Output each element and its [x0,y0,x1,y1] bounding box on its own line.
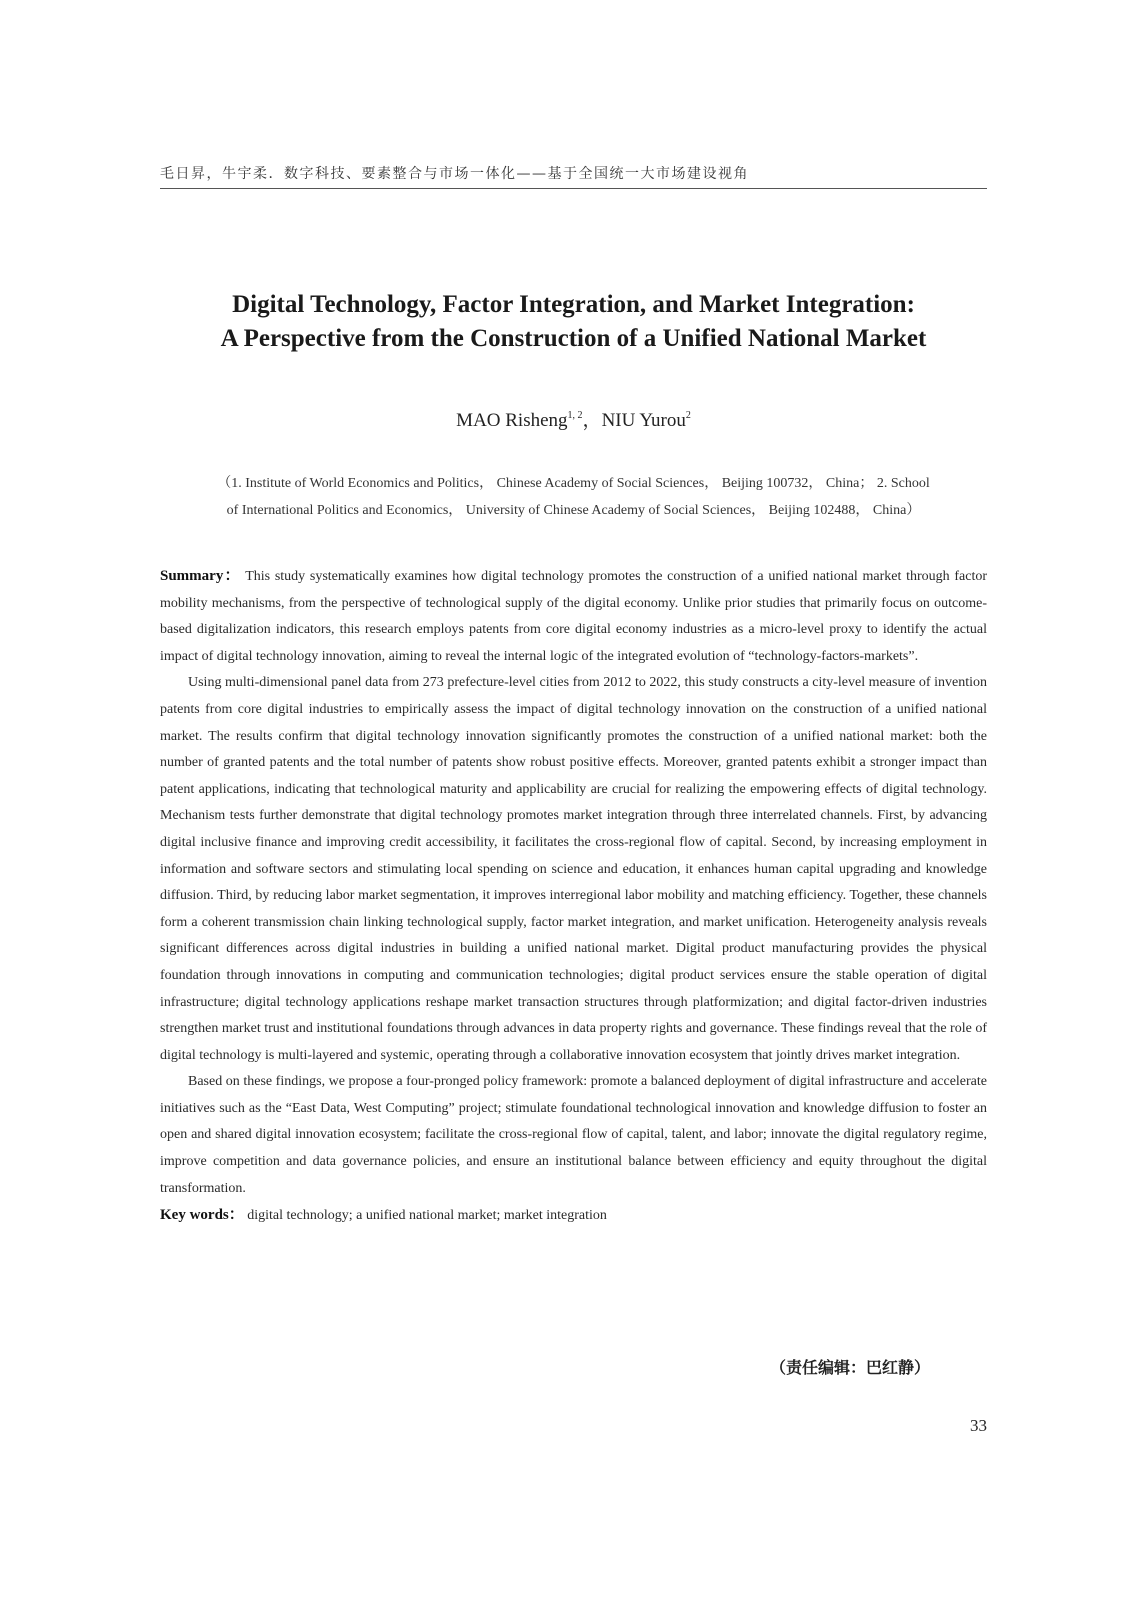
title-line-1: Digital Technology, Factor Integration, and Market Integration: [232,291,915,318]
page-number: 33 [970,1416,987,1435]
keywords-label: Key words： [160,1207,244,1224]
author-separator: ， [582,410,602,431]
authors [160,405,987,432]
summary-paragraph-3: Based on these findings, we propose a four-pronged policy framework: promote a balanced deployment of digital infrastructure and accelerate initiatives such as the “East Data, West Computing” project; stimulate foundational technological innovation and knowledge diffusion to foster an open and shared digital innovation ecosystem; facilitate the cross-regional flow of capital, talent, and labor; innovate the digital regulatory regime, improve competition and data governance policies, and ensure an institutional balance between efficiency and equity throughout the digital transformation. [160,1074,987,1196]
keywords-text: digital technology; a unified national market; market integration [247,1208,607,1224]
author-2-affil-marks: 2 [685,410,691,421]
abstract [160,563,987,1230]
author-1-affil-marks: 1, 2 [567,410,583,421]
summary-label: Summary： [160,568,241,584]
summary-paragraph-1 [160,563,987,670]
affiliation-line-1: （1. Institute of World Economics and Politics， Chinese Academy of Social Sciences， Beijing 100732， China； 2. School [217,476,930,491]
keywords [160,1202,987,1230]
author-2: NIU Yurou [601,410,686,431]
summary-text-1: This study systematically examines how digital technology promotes the construction of a unified national market through factor mobility mechanisms, from the perspective of technological supply of the digital economy. Unlike prior studies that primarily focus on outcome-based digitalization indicators, this research employs patents from core digital economy industries as a micro-level proxy to identify the actual impact of digital technology innovation, aiming to reveal the internal logic of the integrated evolution of “technology-factors-markets”. [160,569,987,664]
paper-title [160,288,987,356]
title-line-2: A Perspective from the Construction of a Unified National Market [220,325,927,352]
running-head: 毛日昇，牛宇柔．数字科技、要素整合与市场一体化——基于全国统一大市场建设视角 [160,163,987,189]
editor-note: （责任编辑：巴红静） [770,1358,931,1377]
affiliation-line-2: of International Politics and Economics， University of Chinese Academy of Social Sciences， Beijing 102488， China） [226,503,921,518]
author-1: MAO Risheng [456,410,568,431]
summary-paragraph-2: Using multi-dimensional panel data from 273 prefecture-level cities from 2012 to 2022, this study constructs a city-level measure of invention patents from core digital industries to empirically assess the impact of digital technology innovation on the construction of a unified national market. The results confirm that digital technology innovation significantly promotes the construction of a unified national market: both the number of granted patents and the total number of patents show robust positive effects. Moreover, granted patents exhibit a stronger impact than patent applications, indicating that technological maturity and applicability are crucial for realizing the empowering effects of digital technology. Mechanism tests further demonstrate that digital technology promotes market integration through three interrelated channels. First, by advancing digital inclusive finance and improving credit accessibility, it facilitates the cross-regional flow of capital. Second, by increasing employment in information and software sectors and stimulating local spending on science and education, it enhances human capital upgrading and knowledge diffusion. Third, by reducing labor market segmentation, it improves interregional labor mobility and matching efficiency. Together, these channels form a coherent transmission chain linking technological supply, factor market integration, and market unification. Heterogeneity analysis reveals significant differences across digital industries in building a unified national market. Digital product manufacturing provides the physical foundation through innovations in computing and communication technologies; digital product services ensure the stable operation of digital infrastructure; digital technology applications reshape market transaction structures through platformization; and digital factor-driven industries strengthen market trust and institutional foundations through advances in data property rights and governance. These findings reveal that the role of digital technology is multi-layered and systemic, operating through a collaborative innovation ecosystem that jointly drives market integration. [160,675,987,1063]
affiliations [160,470,987,524]
